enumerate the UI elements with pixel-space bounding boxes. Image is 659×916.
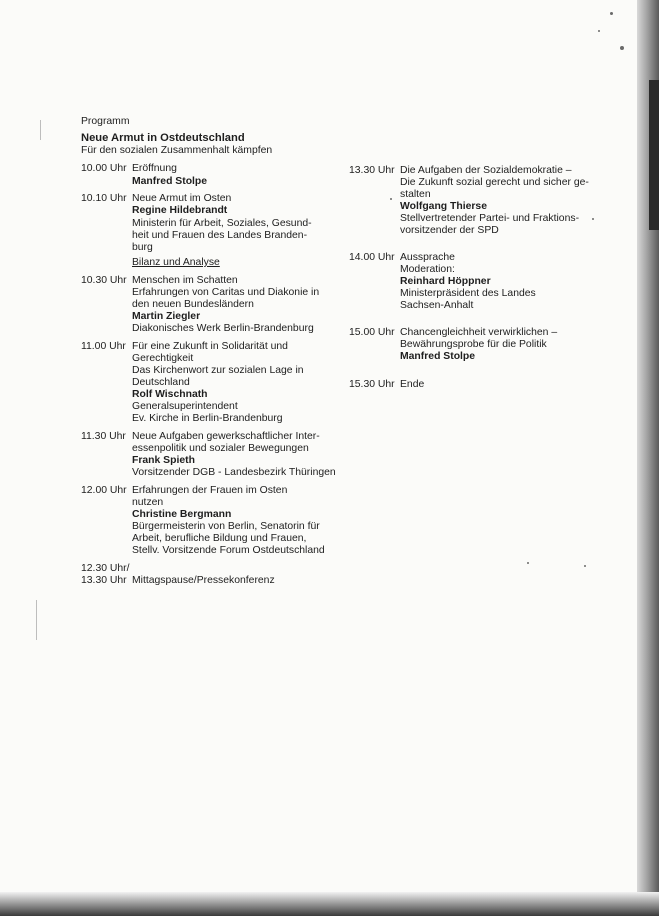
session-title: Aussprache [400,252,455,263]
session-title: Eröffnung [132,163,177,174]
scan-speck [610,12,613,15]
session-subtitle: Erfahrungen von Caritas und Diakonie in [132,287,320,298]
session-title: Neue Aufgaben gewerkschaftlicher Inter- [132,431,320,442]
speaker-name: Frank Spieth [132,455,195,466]
session-subtitle: Moderation: [400,264,455,275]
speaker-name: Manfred Stolpe [400,351,476,362]
session-time: 15.30 Uhr [349,379,395,390]
scan-speck [584,565,586,567]
session-title: Ende [400,379,425,390]
speaker-role: Vorsitzender DGB - Landesbezirk Thüringen [132,467,336,478]
session-time: 12.00 Uhr [81,485,127,496]
session-subtitle: Deutschland [132,377,190,388]
speaker-role: Ministerin für Arbeit, Soziales, Gesund- [132,218,312,229]
scan-speck [390,198,392,200]
session-title-cont: stalten [400,189,431,200]
session-time: 12.30 Uhr/ [81,563,130,574]
program-title: Neue Armut in Ostdeutschland [81,132,245,144]
speaker-name: Manfred Stolpe [132,176,208,187]
session-time: 10.10 Uhr [81,193,127,204]
scan-edge-shadow [649,80,659,230]
speaker-name: Reinhard Höppner [400,276,491,287]
session-time: 15.00 Uhr [349,327,395,338]
session-subtitle: den neuen Bundesländern [132,299,254,310]
session-time: 13.30 Uhr [349,165,395,176]
session-title: Mittagspause/Pressekonferenz [132,575,275,586]
session-time: 13.30 Uhr [81,575,127,586]
speaker-role: vorsitzender der SPD [400,225,499,236]
speaker-role: Ev. Kirche in Berlin-Brandenburg [132,413,283,424]
program-subtitle: Für den sozialen Zusammenhalt kämpfen [81,145,273,156]
session-time: 10.30 Uhr [81,275,127,286]
session-title: Die Aufgaben der Sozialdemokratie – [400,165,572,176]
speaker-name: Rolf Wischnath [132,389,208,400]
scan-speck [592,218,594,220]
session-title: Neue Armut im Osten [132,193,232,204]
session-title-cont: nutzen [132,497,164,508]
session-title-cont: essenpolitik und sozialer Bewegungen [132,443,309,454]
session-title: Für eine Zukunft in Solidarität und [132,341,288,352]
session-title: Chancengleichheit verwirklichen – [400,327,558,338]
session-note: Bilanz und Analyse [132,257,220,268]
scan-scratch [36,600,37,640]
scan-speck [527,562,529,564]
scan-speck [620,46,624,50]
program-heading: Programm [81,116,130,127]
session-time: 11.30 Uhr [81,431,126,442]
scan-speck [598,30,600,32]
session-time: 11.00 Uhr [81,341,126,352]
session-subtitle: Das Kirchenwort zur sozialen Lage in [132,365,304,376]
speaker-name: Wolfgang Thierse [400,201,487,212]
session-title-cont: Gerechtigkeit [132,353,194,364]
speaker-role: Stellv. Vorsitzende Forum Ostdeutschland [132,545,325,556]
session-time: 14.00 Uhr [349,252,395,263]
session-title: Erfahrungen der Frauen im Osten [132,485,288,496]
speaker-role: burg [132,242,153,253]
scan-scratch [40,120,41,140]
speaker-role: heit und Frauen des Landes Branden- [132,230,308,241]
session-title-cont: Die Zukunft sozial gerecht und sicher ge- [400,177,589,188]
speaker-role: Ministerpräsident des Landes [400,288,536,299]
speaker-role: Bürgermeisterin von Berlin, Senatorin für [132,521,320,532]
session-time: 10.00 Uhr [81,163,127,174]
speaker-name: Martin Ziegler [132,311,201,322]
scan-edge-bottom [0,892,659,916]
speaker-role: Arbeit, berufliche Bildung und Frauen, [132,533,307,544]
speaker-role: Sachsen-Anhalt [400,300,474,311]
speaker-role: Diakonisches Werk Berlin-Brandenburg [132,323,314,334]
speaker-role: Stellvertretender Partei- und Fraktions- [400,213,580,224]
session-title: Menschen im Schatten [132,275,238,286]
session-title-cont: Bewährungsprobe für die Politik [400,339,547,350]
speaker-name: Christine Bergmann [132,509,232,520]
speaker-name: Regine Hildebrandt [132,205,228,216]
speaker-role: Generalsuperintendent [132,401,238,412]
